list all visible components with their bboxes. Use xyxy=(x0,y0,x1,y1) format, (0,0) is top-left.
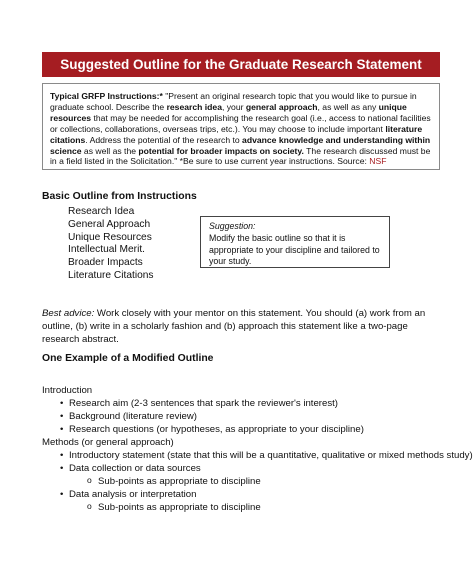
list-item: • Data analysis or interpretation xyxy=(42,488,473,501)
basic-outline-heading: Basic Outline from Instructions xyxy=(42,191,197,202)
grfp-label: Typical GRFP Instructions:* xyxy=(50,91,163,101)
example-outline xyxy=(42,384,473,514)
section-title: Introduction xyxy=(42,385,93,396)
list-item: • Research questions (or hypotheses, as appropriate to your discipline) xyxy=(42,423,473,436)
list-item: Broader Impacts xyxy=(68,257,143,269)
sub-list-item: o Sub-points as appropriate to discipline xyxy=(42,475,473,488)
suggestion-box xyxy=(200,216,390,268)
example-outline-heading: One Example of a Modified Outline xyxy=(42,353,214,364)
list-item: Unique Resources xyxy=(68,231,152,243)
grfp-instructions-box: Typical GRFP Instructions:* "Present an original research topic that you would like to pursue in graduate school. Describe the research idea, your general approach, as well as any unique resources that may be needed for accomplishing the research goal (i.e., access to national facilities or collections, collaborations, overseas trips, etc.). You may choose to include important literature citations. Address the potential of the research to advance knowledge and understanding within science as well as the potential for broader impacts on society. The research discussed must be in a field listed in the Solicitation." *Be sure to use current year instructions. Source: NSF xyxy=(42,83,440,170)
best-advice: Best advice: Work closely with your mentor on this statement. You should (a) work from an outline, (b) write in a scholarly fashion and (b) approach this statement like a two-page research abstract. xyxy=(42,308,426,345)
suggestion-heading: Suggestion: xyxy=(209,221,256,231)
list-item: • Background (literature review) xyxy=(42,410,473,423)
list-item: • Data collection or data sources xyxy=(42,462,473,475)
best-advice-label: Best advice: xyxy=(42,308,95,319)
nsf-source-link[interactable]: NSF xyxy=(369,156,387,167)
section-title: Methods (or general approach) xyxy=(42,437,174,448)
list-item: • Research aim (2-3 sentences that spark the reviewer's interest) xyxy=(42,397,473,410)
basic-outline-list xyxy=(68,206,154,283)
list-item: Research Idea xyxy=(68,206,135,217)
sub-list-item: o Sub-points as appropriate to discipline xyxy=(42,501,473,514)
list-item: Intellectual Merit. xyxy=(68,244,146,256)
suggestion-text: Modify the basic outline so that it is appropriate to your discipline and tailored to your study. xyxy=(209,232,380,267)
list-item: General Approach xyxy=(68,218,151,230)
list-item: • Introductory statement (state that this will be a quantitative, qualitative or mixed methods study) xyxy=(42,449,473,462)
list-item: Literature Citations xyxy=(68,269,154,281)
outline-section-introduction xyxy=(42,384,473,436)
outline-section-methods xyxy=(42,436,473,514)
page-title: Suggested Outline for the Graduate Research Statement xyxy=(42,52,440,77)
